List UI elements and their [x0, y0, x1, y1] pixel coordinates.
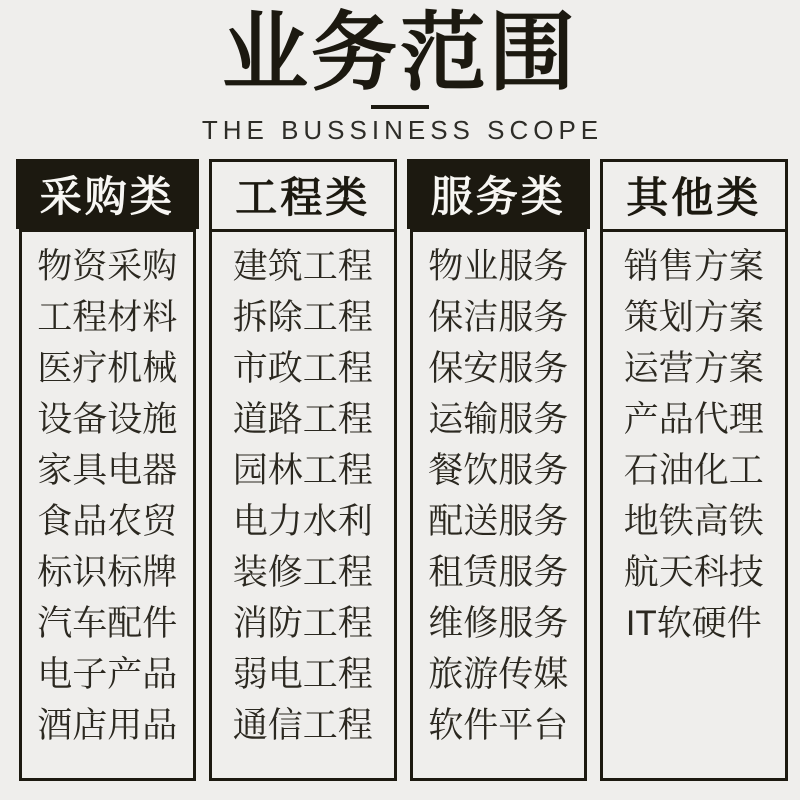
list-item: 通信工程 [232, 706, 373, 746]
category-item-list [603, 232, 786, 778]
category-header: 采购类 [16, 159, 199, 229]
list-item: 产品代理 [623, 400, 764, 440]
list-item: 家具电器 [37, 451, 178, 491]
list-item: 道路工程 [232, 400, 373, 440]
list-item: 维修服务 [428, 604, 569, 644]
list-item: 物业服务 [428, 247, 569, 287]
category-header: 服务类 [407, 159, 590, 229]
list-item: 弱电工程 [232, 655, 373, 695]
list-item: 石油化工 [623, 451, 764, 491]
title-underline [371, 105, 429, 109]
masthead [0, 0, 800, 146]
list-item: 食品农贸 [37, 502, 178, 542]
list-item: 策划方案 [623, 298, 764, 338]
list-item: 物资采购 [37, 247, 178, 287]
category-item-list [410, 229, 587, 781]
list-item: 装修工程 [232, 553, 373, 593]
list-item: 软件平台 [428, 706, 569, 746]
list-item: 运输服务 [428, 400, 569, 440]
category-column-2 [209, 159, 398, 781]
list-item: 电力水利 [232, 502, 373, 542]
list-item: 租赁服务 [428, 553, 569, 593]
list-item: IT软硬件 [625, 604, 762, 644]
list-item: 餐饮服务 [428, 451, 569, 491]
category-item-list [19, 229, 196, 781]
list-item: 标识标牌 [37, 553, 178, 593]
list-item: 航天科技 [623, 553, 764, 593]
list-item: 电子产品 [37, 655, 178, 695]
list-item: 拆除工程 [232, 298, 373, 338]
category-header: 工程类 [212, 162, 395, 232]
list-item: 保安服务 [428, 349, 569, 389]
category-header: 其他类 [603, 162, 786, 232]
list-item: 市政工程 [232, 349, 373, 389]
list-item: 园林工程 [232, 451, 373, 491]
list-item: 地铁高铁 [623, 502, 764, 542]
list-item: 保洁服务 [428, 298, 569, 338]
list-item: 医疗机械 [37, 349, 178, 389]
list-item: 配送服务 [428, 502, 569, 542]
category-column-1 [16, 159, 199, 781]
list-item: 建筑工程 [232, 247, 373, 287]
list-item: 设备设施 [37, 400, 178, 440]
page-subtitle: THE BUSSINESS SCOPE [201, 115, 604, 145]
list-item: 汽车配件 [37, 604, 178, 644]
list-item: 销售方案 [623, 247, 764, 287]
category-column-3 [407, 159, 590, 781]
category-columns [0, 159, 800, 781]
page-title: 业务范围 [222, 5, 578, 101]
list-item: 消防工程 [232, 604, 373, 644]
list-item: 工程材料 [37, 298, 178, 338]
category-item-list [212, 232, 395, 778]
category-column-4 [600, 159, 789, 781]
list-item: 酒店用品 [37, 706, 178, 746]
list-item: 旅游传媒 [428, 655, 569, 695]
list-item: 运营方案 [623, 349, 764, 389]
